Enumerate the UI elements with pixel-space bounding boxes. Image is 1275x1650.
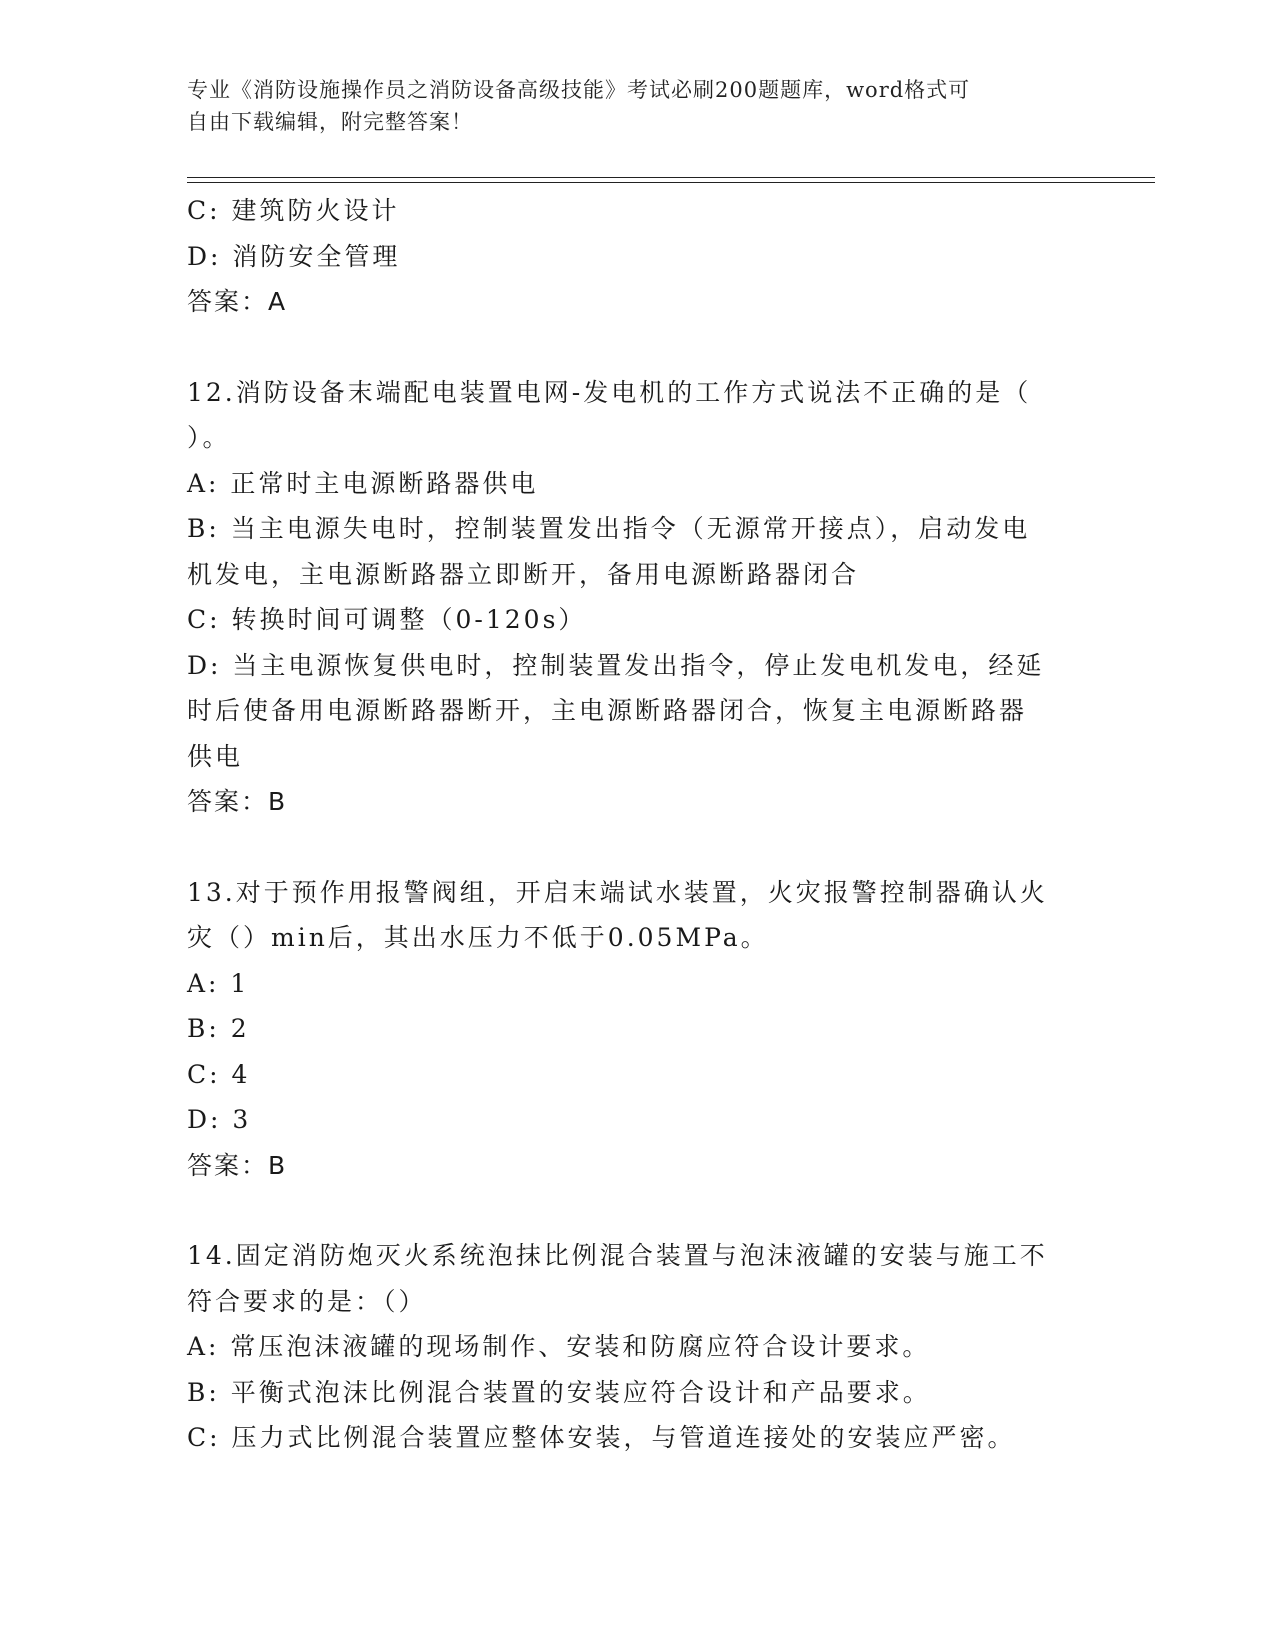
q13-option-b: B: 2 bbox=[187, 1014, 250, 1043]
question-content bbox=[187, 188, 1087, 1461]
q14-stem-line-2: 符合要求的是：（） bbox=[187, 1286, 427, 1316]
q12-stem-line-1: 12.消防设备末端配电装置电网-发电机的工作方式说法不正确的是（ bbox=[187, 377, 1032, 407]
q14-option-c: C: 压力式比例混合装置应整体安装，与管道连接处的安装应严密。 bbox=[187, 1423, 1016, 1452]
q14-option-a: A: 常压泡沫液罐的现场制作、安装和防腐应符合设计要求。 bbox=[187, 1332, 931, 1361]
q13-stem-line-1: 13.对于预作用报警阀组，开启末端试水装置，火灾报警控制器确认火 bbox=[187, 877, 1048, 907]
spacer bbox=[187, 1188, 1087, 1233]
q11-option-c: C: 建筑防火设计 bbox=[187, 196, 400, 225]
spacer bbox=[187, 825, 1087, 870]
q12-option-c: C: 转换时间可调整（0-120s） bbox=[187, 605, 587, 634]
spacer bbox=[187, 325, 1087, 370]
q12-option-d-line-2: 时后使备用电源断路器断开，主电源断路器闭合，恢复主电源断路器 bbox=[187, 696, 1028, 725]
q14-option-b: B: 平衡式泡沫比例混合装置的安装应符合设计和产品要求。 bbox=[187, 1377, 931, 1407]
q11-answer: 答案：A bbox=[187, 287, 288, 316]
q12-stem-line-2: ）。 bbox=[187, 423, 231, 452]
q12-option-b-line-2: 机发电，主电源断路器立即断开，备用电源断路器闭合 bbox=[187, 559, 860, 589]
q12-option-b-line-1: B: 当主电源失电时，控制装置发出指令（无源常开接点），启动发电 bbox=[187, 514, 1031, 543]
q14-stem-line-1: 14.固定消防炮灭火系统泡抹比例混合装置与泡沫液罐的安装与施工不 bbox=[187, 1241, 1048, 1270]
q11-option-d: D: 消防安全管理 bbox=[187, 241, 401, 271]
q12-option-a: A: 正常时主电源断路器供电 bbox=[187, 468, 539, 498]
q13-option-a: A: 1 bbox=[187, 968, 250, 998]
document-header bbox=[187, 74, 1067, 138]
q13-option-d: D: 3 bbox=[187, 1105, 252, 1134]
q13-stem-line-2: 灾（）min后，其出水压力不低于0.05MPa。 bbox=[187, 923, 769, 952]
q12-option-d-line-1: D: 当主电源恢复供电时，控制装置发出指令，停止发电机发电，经延 bbox=[187, 650, 1045, 680]
header-divider-top bbox=[187, 177, 1155, 178]
q13-answer: 答案：B bbox=[187, 1150, 288, 1180]
header-line-1: 专业《消防设施操作员之消防设备高级技能》考试必刷200题题库，word格式可 bbox=[187, 78, 971, 102]
header-line-2: 自由下载编辑，附完整答案！ bbox=[187, 110, 473, 134]
header-divider-bottom bbox=[187, 182, 1155, 183]
q12-option-d-line-3: 供电 bbox=[187, 741, 244, 771]
q12-answer: 答案：B bbox=[187, 787, 288, 816]
q13-option-c: C: 4 bbox=[187, 1059, 251, 1089]
